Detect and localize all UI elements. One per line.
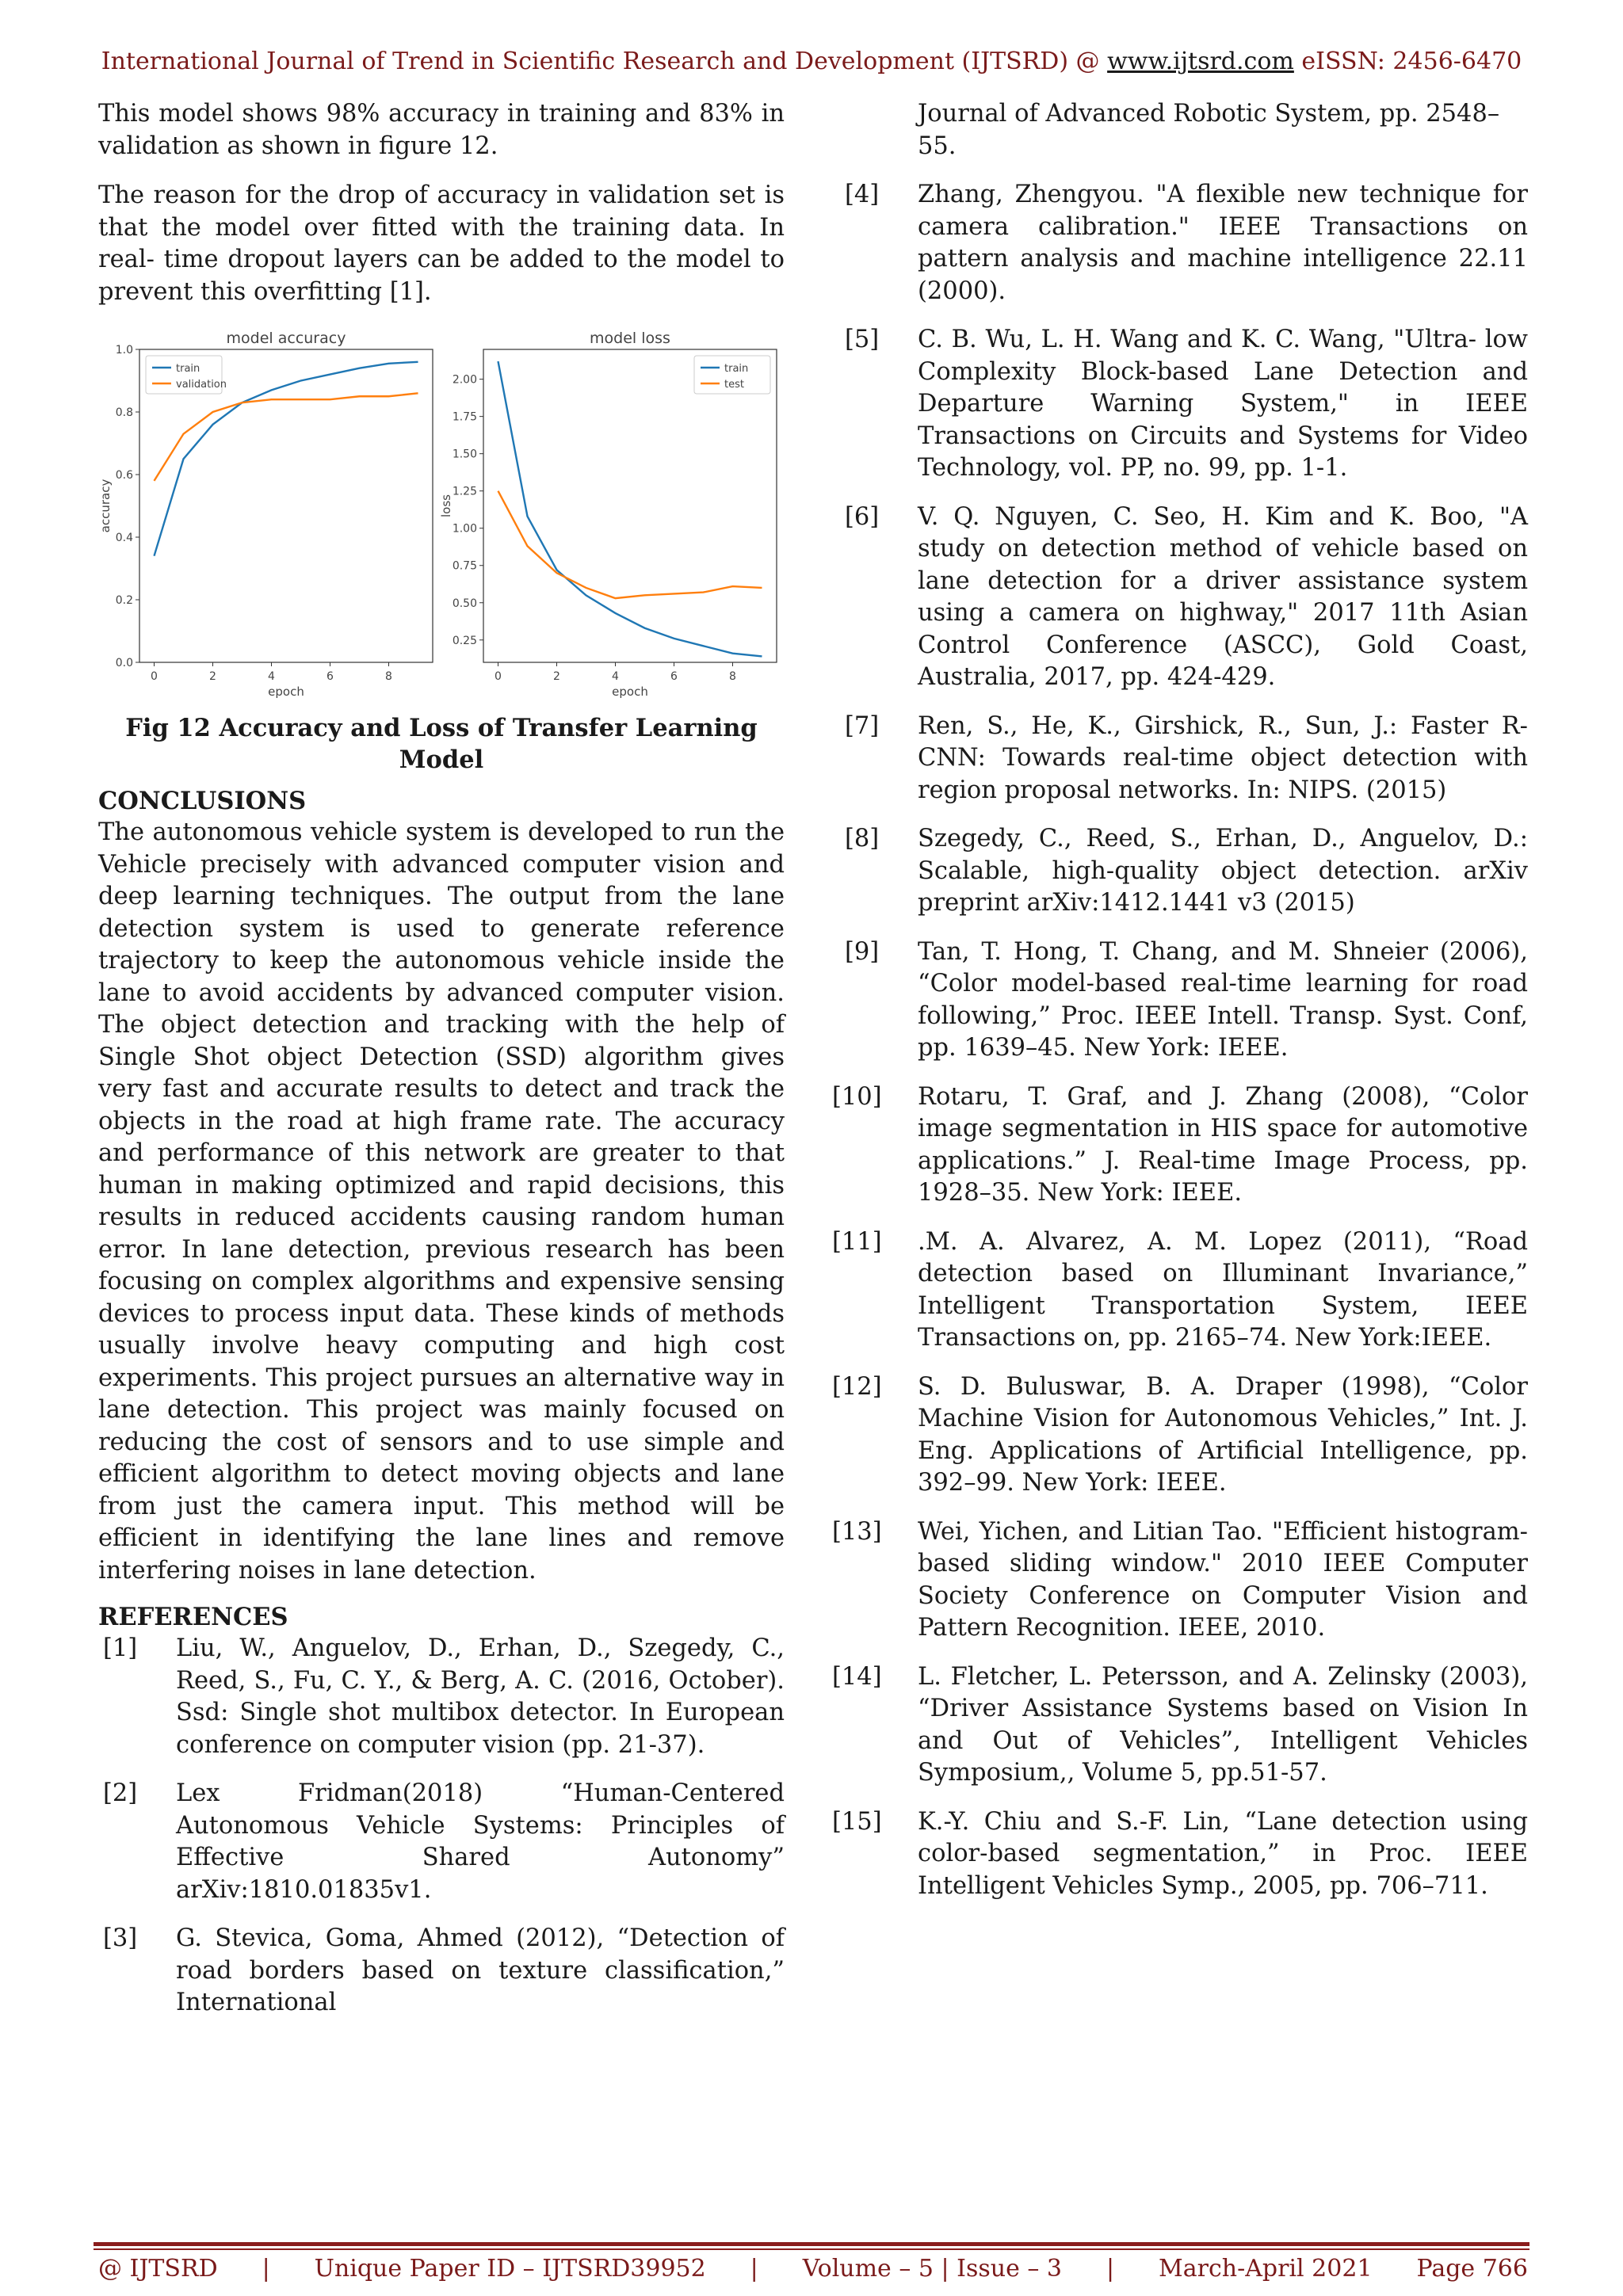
x-tick-label: 6 xyxy=(670,670,678,683)
reference-text: L. Fletcher, L. Petersson, and A. Zelinsky (2003), “Driver Assistance Systems based on Vision In and Out of Vehicles”, Intelligent Vehicles Symposium,, Volume 5, pp.51-57. xyxy=(918,1662,1528,1787)
plot-frame xyxy=(483,349,777,662)
reference-number: [5] xyxy=(845,326,880,353)
reference-number: [13] xyxy=(832,1517,882,1546)
reference-text: Tan, T. Hong, T. Chang, and M. Shneier (2006), “Color model-based real-time learning for road following,” Proc. IEEE Intell. Transp. Syst. Conf, pp. 1639–45. New York: IEEE. xyxy=(918,937,1528,1062)
x-tick-label: 8 xyxy=(385,670,392,683)
y-tick-label: 0.8 xyxy=(115,406,133,419)
footer-brand: @ IJTSRD xyxy=(98,2255,218,2283)
series-line-test xyxy=(498,491,762,598)
reference-number: [6] xyxy=(845,502,880,531)
x-tick-label: 0 xyxy=(151,670,158,683)
series-line-validation xyxy=(155,393,418,481)
y-tick-label: 0.50 xyxy=(452,597,477,610)
left-column xyxy=(98,98,785,2036)
reference-text: Ren, S., He, K., Girshick, R., Sun, J.: Faster R- CNN: Towards real-time object detection with region proposal networks. In: NIPS. (2015) xyxy=(918,711,1528,804)
y-tick-label: 2.00 xyxy=(452,373,477,387)
y-tick-label: 0.0 xyxy=(115,657,133,669)
y-axis-label: accuracy xyxy=(98,479,113,533)
reference-number: [1] xyxy=(103,1634,138,1662)
footer-separator: | xyxy=(750,2255,758,2283)
reference-item xyxy=(829,936,1528,1065)
y-tick-label: 1.25 xyxy=(452,485,477,498)
paragraph-accuracy: This model shows 98% accuracy in training and 83% in validation as shown in figure 12. xyxy=(98,100,785,160)
x-axis-label: epoch xyxy=(612,685,648,699)
reference-number: [4] xyxy=(845,181,880,208)
paragraph-overfitting: The reason for the drop of accuracy in validation set is that the model over fitted with the training data. In real- time dropout layers can be added to the model to prevent this overfitting [1]. xyxy=(98,181,785,306)
reference-item xyxy=(98,1923,785,2019)
reference-text: Liu, W., Anguelov, D., Erhan, D., Szegedy, C., Reed, S., Fu, C. Y., & Berg, A. C. (2016, October). Ssd: Single shot multibox detector. In European conference on computer vision (pp. 21-37). xyxy=(176,1634,785,1759)
reference-number: [15] xyxy=(832,1807,882,1836)
reference-item xyxy=(98,1633,785,1761)
x-tick-label: 8 xyxy=(729,670,736,683)
chart-title: model accuracy xyxy=(226,330,346,347)
y-tick-label: 0.6 xyxy=(115,469,133,482)
eissn: eISSN: 2456-6470 xyxy=(1301,48,1522,75)
legend-label: validation xyxy=(176,379,227,391)
reference-text: S. D. Buluswar, B. A. Draper (1998), “Color Machine Vision for Autonomous Vehicles,” Int. J. Eng. Applications of Artificial Intelligence, pp. 392–99. New York: IEEE. xyxy=(918,1372,1528,1497)
legend-label: test xyxy=(724,379,744,391)
y-axis-label: loss xyxy=(439,494,453,517)
reference-number: [2] xyxy=(103,1779,138,1807)
y-tick-label: 0.4 xyxy=(115,532,133,544)
y-tick-label: 0.75 xyxy=(452,559,477,573)
reference-text: Wei, Yichen, and Litian Tao. "Efficient histogram-based sliding window." 2010 IEEE Computer Society Conference on Computer Vision and Pattern Recognition. IEEE, 2010. xyxy=(918,1517,1528,1642)
reference-item xyxy=(829,711,1528,807)
reference-item xyxy=(829,1081,1528,1210)
x-tick-label: 6 xyxy=(327,670,334,683)
reference-item xyxy=(829,1806,1528,1903)
running-footer xyxy=(98,2255,1528,2283)
reference-text: G. Stevica, Goma, Ahmed (2012), “Detection of road borders based on texture classification,” International xyxy=(176,1924,785,2016)
footer-date: March-April 2021 xyxy=(1159,2255,1373,2283)
reference-item xyxy=(829,1661,1528,1790)
reference-item xyxy=(829,823,1528,920)
legend-label: train xyxy=(724,363,749,375)
journal-website-link[interactable]: www.ijtsrd.com xyxy=(1107,48,1294,75)
y-tick-label: 1.75 xyxy=(452,410,477,424)
reference-item xyxy=(829,502,1528,694)
reference-text: Lex Fridman(2018) “Human-Centered Autonomous Vehicle Systems: Principles of Effective Shared Autonomy” arXiv:1810.01835v1. xyxy=(176,1779,785,1904)
reference-item xyxy=(829,179,1528,307)
reference-text: K.-Y. Chiu and S.-F. Lin, “Lane detection using color-based segmentation,” in Proc. IEEE Intelligent Vehicles Symp., 2005, pp. 706–711. xyxy=(918,1807,1528,1900)
reference-text: Zhang, Zhengyou. "A flexible new technique for camera calibration." IEEE Transactions on pattern analysis and machine intelligence 22.11 (2000). xyxy=(918,181,1528,305)
conclusions-text: The autonomous vehicle system is developed to run the Vehicle precisely with advanced computer vision and deep learning techniques. The output from the lane detection system is used to generate reference trajectory to keep the autonomous vehicle inside the lane to avoid accidents by advanced computer vision. The object detection and tracking with the help of Single Shot object Detection (SSD) algorithm gives very fast and accurate results to detect and track the objects in the road at high frame rate. The accuracy and performance of this network are greater to that human in making optimized and rapid decisions, this results in reduced accidents causing random human error. In lane detection, previous research has been focusing on complex algorithms and expensive sensing devices to process input data. These kinds of methods usually involve heavy computing and high cost experiments. This project pursues an alternative way in lane detection. This project was mainly focused on reducing the cost of sensors and to use simple and efficient algorithm to detect moving objects and lane from just the camera input. This method will be efficient in identifying the lane lines and remove interfering noises in lane detection. xyxy=(98,818,785,1585)
series-line-train xyxy=(498,361,762,656)
reference-text: Szegedy, C., Reed, S., Erhan, D., Anguelov, D.: Scalable, high-quality object detection. arXiv preprint arXiv:1412.1441 v3 (2015) xyxy=(918,825,1528,917)
accuracy-chart xyxy=(98,326,439,707)
loss-chart xyxy=(439,326,785,707)
reference-number: [10] xyxy=(832,1082,882,1111)
reference-text: V. Q. Nguyen, C. Seo, H. Kim and K. Boo, "A study on detection method of vehicle based on lane detection for a driver assistance system using a camera on highway," 2017 11th Asian Control Conference (ASCC), Gold Coast, Australia, 2017, pp. 424-429. xyxy=(918,502,1528,691)
y-tick-label: 1.50 xyxy=(452,448,477,461)
running-header xyxy=(0,48,1623,75)
x-tick-label: 0 xyxy=(495,670,502,683)
x-axis-label: epoch xyxy=(268,685,304,699)
conclusions-heading: CONCLUSIONS xyxy=(98,787,307,815)
reference-number: [9] xyxy=(845,937,880,966)
x-tick-label: 2 xyxy=(553,670,560,683)
y-tick-label: 0.25 xyxy=(452,634,477,647)
footer-rule-thin xyxy=(94,2248,1529,2250)
reference-item xyxy=(829,1226,1528,1355)
footer-paper-id: Unique Paper ID – IJTSRD39952 xyxy=(314,2255,706,2283)
x-tick-label: 4 xyxy=(612,670,619,683)
right-column xyxy=(829,98,1528,1919)
reference-text: Rotaru, T. Graf, and J. Zhang (2008), “Color image segmentation in HIS space for automotive applications.” J. Real-time Image Process, pp. 1928–35. New York: IEEE. xyxy=(918,1082,1528,1207)
footer-separator: | xyxy=(262,2255,270,2283)
reference-number: [8] xyxy=(845,825,880,852)
figure-caption: Fig 12 Accuracy and Loss of Transfer Learning Model xyxy=(125,714,758,774)
reference-number: [11] xyxy=(832,1227,882,1256)
figure-12 xyxy=(98,326,785,707)
legend-label: train xyxy=(176,363,200,375)
reference-number: [12] xyxy=(832,1372,882,1401)
footer-page: Page 766 xyxy=(1416,2255,1528,2283)
reference-item xyxy=(829,1516,1528,1645)
y-tick-label: 1.0 xyxy=(115,344,133,357)
footer-separator: | xyxy=(1106,2255,1115,2283)
y-tick-label: 0.2 xyxy=(115,594,133,607)
references-heading: REFERENCES xyxy=(98,1603,288,1631)
reference-number: [14] xyxy=(832,1662,882,1691)
reference-text: .M. A. Alvarez, A. M. Lopez (2011), “Road detection based on Illuminant Invariance,” Intelligent Transportation System, IEEE Transactions on, pp. 2165–74. New York:IEEE. xyxy=(918,1227,1528,1352)
footer-rule xyxy=(94,2242,1529,2246)
x-tick-label: 4 xyxy=(268,670,275,683)
journal-name: International Journal of Trend in Scientific Research and Development (IJTSRD) @ xyxy=(101,48,1100,75)
reference-continuation: Journal of Advanced Robotic System, pp. 2548–55. xyxy=(918,100,1500,160)
x-tick-label: 2 xyxy=(209,670,216,683)
footer-volume: Volume – 5 | Issue – 3 xyxy=(802,2255,1063,2283)
reference-item xyxy=(98,1778,785,1906)
chart-title: model loss xyxy=(590,330,670,347)
reference-item xyxy=(829,324,1528,485)
reference-item xyxy=(829,1371,1528,1500)
y-tick-label: 1.00 xyxy=(452,522,477,536)
reference-number: [3] xyxy=(103,1924,138,1952)
reference-number: [7] xyxy=(845,711,880,740)
reference-text: C. B. Wu, L. H. Wang and K. C. Wang, "Ultra- low Complexity Block-based Lane Detection and Departure Warning System," in IEEE Transactions on Circuits and Systems for Video Technology, vol. PP, no. 99, pp. 1-1. xyxy=(918,326,1528,482)
